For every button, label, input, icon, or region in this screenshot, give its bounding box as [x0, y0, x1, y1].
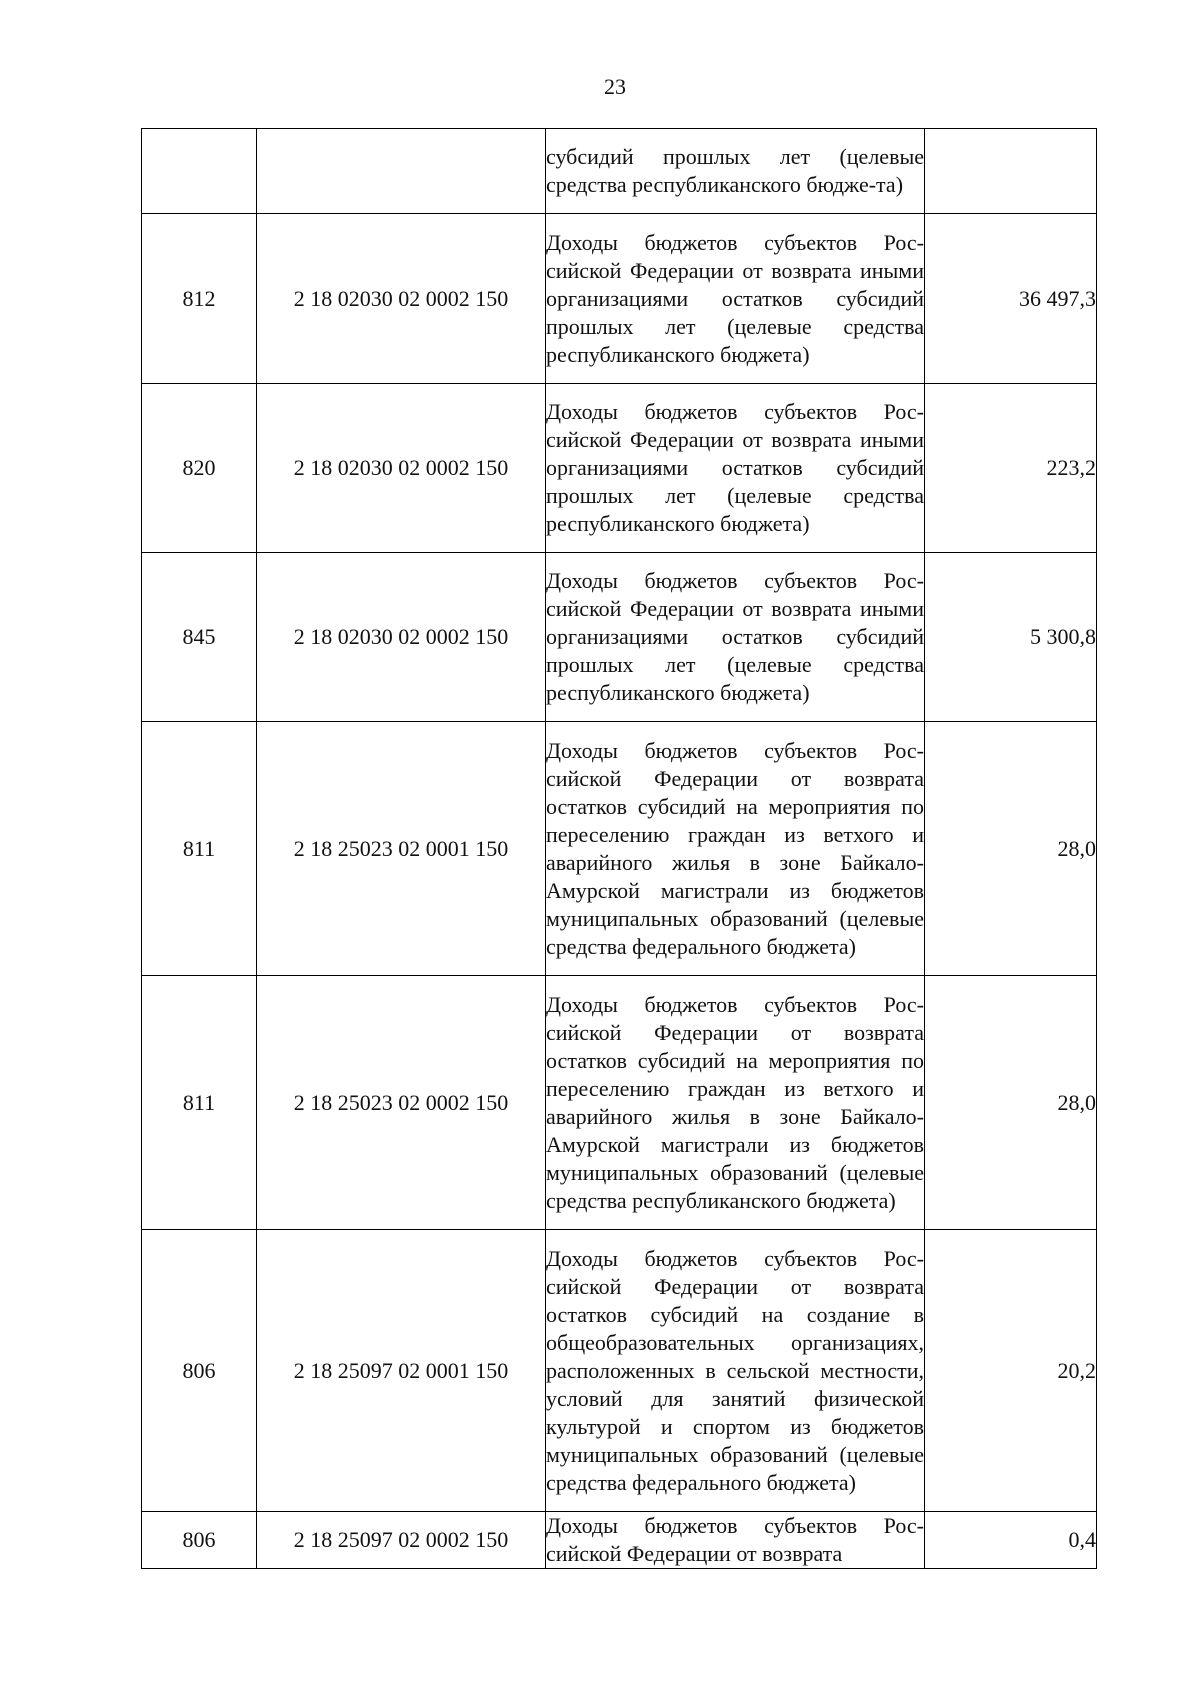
budget-classification-code-cell: 2 18 25023 02 0002 150	[257, 976, 546, 1230]
revenue-description-text: Доходы бюджетов субъектов Российской Федерации от возврата иными организациями остатков субсидий прошлых лет (целевые средства республиканского бюджета)	[546, 229, 924, 367]
amount-cell: 5 300,8	[925, 553, 1097, 722]
revenue-description-cell	[546, 214, 925, 384]
revenue-description-text: Доходы бюджетов субъектов Российской Федерации от возврата остатков субсидий на мероприятия по переселению граждан из ветхого и аварийного жилья в зоне Байкало-Амурской магистрали из бюджетов муниципальных образований (целевые средства республиканского бюджета)	[546, 991, 924, 1213]
revenue-description-text: Доходы бюджетов субъектов Российской Федерации от возврата остатков субсидий на мероприятия по переселению граждан из ветхого и аварийного жилья в зоне Байкало-Амурской магистрали из бюджетов муниципальных образований (целевые средства федерального бюджета)	[546, 737, 924, 959]
budget-classification-code-cell: 2 18 25097 02 0001 150	[257, 1230, 546, 1512]
table-row	[142, 1512, 1097, 1569]
amount-cell	[925, 129, 1097, 214]
admin-code-cell: 806	[142, 1512, 257, 1569]
amount-cell: 28,0	[925, 722, 1097, 976]
budget-classification-code-cell: 2 18 02030 02 0002 150	[257, 214, 546, 384]
revenue-description-text: Доходы бюджетов субъектов Российской Федерации от возврата иными организациями остатков субсидий прошлых лет (целевые средства республиканского бюджета)	[546, 568, 924, 705]
admin-code-cell: 845	[142, 553, 257, 722]
revenue-description-text: Доходы бюджетов субъектов Российской Федерации от возврата	[546, 1513, 924, 1566]
revenue-description-cell	[546, 722, 925, 976]
amount-cell: 28,0	[925, 976, 1097, 1230]
admin-code-cell: 806	[142, 1230, 257, 1512]
revenue-description-cell	[546, 553, 925, 722]
revenue-description-text: субсидий прошлых лет (целевые средства республиканского бюдже-та)	[546, 144, 924, 197]
table-row	[142, 722, 1097, 976]
admin-code-cell: 811	[142, 722, 257, 976]
admin-code-cell: 811	[142, 976, 257, 1230]
admin-code-cell: 820	[142, 384, 257, 553]
budget-classification-code-cell: 2 18 25023 02 0001 150	[257, 722, 546, 976]
table-row	[142, 553, 1097, 722]
table-row	[142, 384, 1097, 553]
budget-classification-code-cell: 2 18 25097 02 0002 150	[257, 1512, 546, 1569]
table-row	[142, 1230, 1097, 1512]
table-row	[142, 129, 1097, 214]
amount-cell: 36 497,3	[925, 214, 1097, 384]
budget-classification-code-cell	[257, 129, 546, 214]
revenue-description-cell	[546, 976, 925, 1230]
revenue-description-text: Доходы бюджетов субъектов Российской Федерации от возврата остатков субсидий на создание в общеобразовательных организациях, расположенных в сельской местности, условий для занятий физической культурой и спортом из бюджетов муниципальных образований (целевые средства федерального бюджета)	[546, 1245, 924, 1495]
amount-cell: 223,2	[925, 384, 1097, 553]
table-row	[142, 214, 1097, 384]
page-number: 23	[604, 74, 626, 99]
admin-code-cell	[142, 129, 257, 214]
budget-classification-code-cell: 2 18 02030 02 0002 150	[257, 553, 546, 722]
table-row	[142, 976, 1097, 1230]
amount-cell: 0,4	[925, 1512, 1097, 1569]
amount-cell: 20,2	[925, 1230, 1097, 1512]
budget-classification-code-cell: 2 18 02030 02 0002 150	[257, 384, 546, 553]
budget-revenue-table	[141, 128, 1097, 1569]
revenue-description-cell	[546, 1512, 925, 1569]
revenue-description-text: Доходы бюджетов субъектов Российской Федерации от возврата иными организациями остатков субсидий прошлых лет (целевые средства республиканского бюджета)	[546, 399, 924, 536]
admin-code-cell: 812	[142, 214, 257, 384]
revenue-description-cell	[546, 384, 925, 553]
revenue-description-cell	[546, 129, 925, 214]
revenue-description-cell	[546, 1230, 925, 1512]
